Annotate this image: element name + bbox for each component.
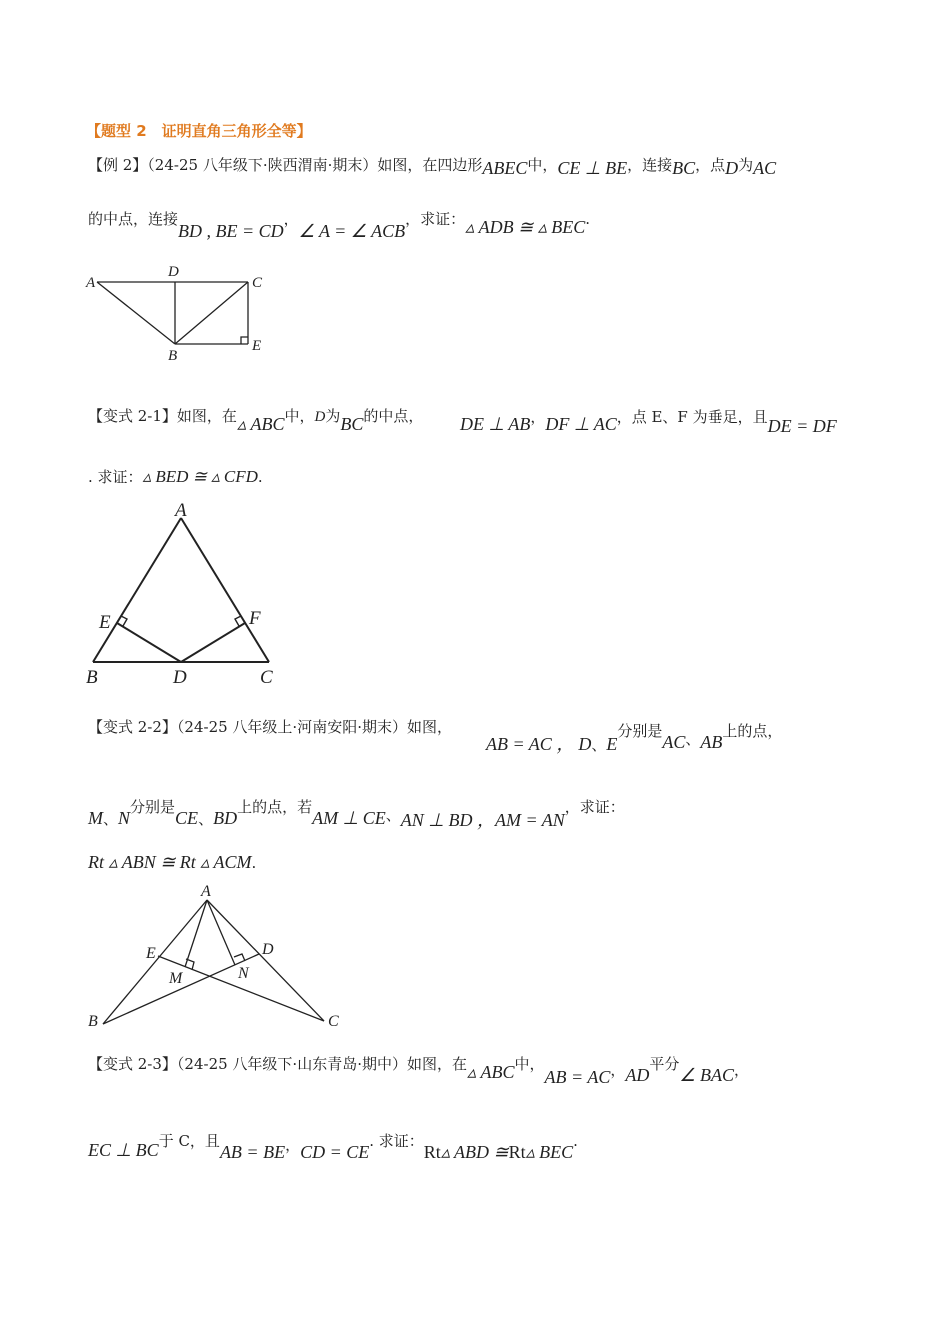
fig1-right-angle-mark — [241, 337, 248, 344]
v21-prefix: 【变式 2-1】如图，在 — [88, 407, 237, 425]
v22-ab: AB — [700, 732, 723, 752]
fig3-label-m: M — [169, 970, 183, 987]
v21-bc: BC — [340, 414, 364, 434]
fig3-label-a: A — [201, 883, 211, 900]
fig3-label-b: B — [88, 1013, 98, 1030]
fig1-label-a: A — [86, 275, 96, 291]
figure-2 — [80, 496, 300, 691]
v23-line2 — [88, 1130, 578, 1162]
v21-midpoint: 的中点， — [363, 407, 424, 425]
v21-period: . — [257, 468, 263, 486]
fig2-seg-ab — [93, 518, 181, 662]
fig2-seg-de — [117, 623, 181, 662]
ex2-prefix: 【例 2】（24-25 八年级下·陕西渭南·期末）如图，在四边形 — [88, 156, 483, 174]
ex2-ac: AC — [753, 158, 777, 178]
ex2-line1 — [88, 154, 777, 178]
fig1-seg-ab — [97, 282, 175, 344]
fig2-seg-df — [181, 623, 245, 662]
fig3-label-c: C — [328, 1013, 339, 1030]
v22-dun: 、 — [591, 736, 607, 754]
v22-bd: BD — [213, 808, 238, 828]
v22-fenbieshi2: 分别是 — [130, 798, 176, 816]
ex2-line2 — [88, 208, 591, 241]
v22-line1 — [88, 716, 452, 737]
v22-an-perp: AN ⊥ BD ， — [400, 810, 495, 830]
v22-dun5: 、 — [385, 806, 401, 824]
v23-ab-ac: AB = AC — [544, 1067, 611, 1087]
v21-wei: 为 — [325, 407, 341, 425]
ex2-period: . — [585, 210, 591, 228]
v21-feet: ，点 E、F 为垂足，且 — [616, 408, 768, 426]
section-title: 【题型 2 证明直角三角形全等】 — [86, 122, 312, 140]
ex2-zhong: 中， — [527, 156, 558, 174]
fig2-seg-ac — [181, 518, 269, 662]
fig2-label-d: D — [173, 667, 187, 688]
v22-line3 — [88, 852, 256, 873]
v22-n: N — [118, 808, 131, 828]
v23-ec-perp: EC ⊥ BC — [88, 1140, 159, 1160]
v21-l2-prefix: . 求证： — [88, 468, 143, 486]
v22-dun2: 、 — [685, 730, 701, 748]
v21-zhong: 中， — [284, 407, 315, 425]
figure-3 — [80, 880, 360, 1035]
v22-e: E — [606, 734, 618, 754]
v22-shangdedian: 上的点， — [722, 722, 783, 740]
fig2-label-a: A — [175, 500, 187, 521]
v23-period: . — [573, 1132, 578, 1150]
ex2-goal: ▵ ADB ≅ ▵ BEC — [465, 217, 586, 237]
fig2-label-e: E — [99, 612, 111, 633]
v23-yu: 于 C，且 — [158, 1132, 220, 1150]
v23-line1 — [88, 1053, 750, 1087]
v22-am-perp: AM ⊥ CE — [312, 808, 386, 828]
v22-line2 — [88, 792, 625, 830]
ex2-angle-cond: ∠ A = ∠ ACB — [298, 221, 406, 241]
fig3-seg-ab — [103, 900, 207, 1024]
ex2-quad: ABEC — [482, 158, 528, 178]
ex2-wei: 为 — [738, 156, 754, 174]
v21-d: D — [314, 409, 326, 425]
ex2-d: D — [725, 158, 739, 178]
v23-qiuzheng: . 求证： — [369, 1132, 424, 1150]
v23-comma2: ， — [734, 1061, 750, 1079]
ex2-bc: BC — [672, 158, 696, 178]
figure-1 — [80, 262, 280, 362]
v22-goal: Rt ▵ ABN ≅ Rt ▵ ACM — [88, 852, 252, 872]
fig2-right-angle-mark-f — [235, 616, 241, 626]
fig2-right-angle-mark-e — [121, 616, 127, 626]
v22-dun3: 、 — [103, 810, 119, 828]
v23-goal-rt2: Rt — [508, 1142, 526, 1162]
fig1-label-c: C — [252, 275, 263, 291]
v22-prefix: 【变式 2-2】（24-25 八年级上·河南安阳·期末）如图， — [88, 718, 452, 736]
v23-tri: ▵ ABC — [466, 1062, 515, 1082]
fig3-seg-ac — [207, 900, 324, 1021]
fig1-label-d: D — [168, 264, 179, 280]
fig2-label-f: F — [249, 608, 261, 629]
v21-tri: ▵ ABC — [236, 414, 285, 434]
v23-comma3: ， — [285, 1136, 301, 1154]
ex2-connect: ，连接 — [627, 156, 673, 174]
ex2-comma1: ， — [283, 210, 299, 228]
v23-ad: AD — [625, 1065, 650, 1085]
v22-fenbieshi: 分别是 — [617, 722, 663, 740]
fig3-label-e: E — [146, 945, 156, 962]
fig3-label-n: N — [238, 965, 249, 982]
v22-d: D — [578, 734, 592, 754]
v23-angle: ∠ BAC — [679, 1065, 735, 1085]
ex2-qiuzheng: ，求证： — [405, 210, 466, 228]
v22-ce: CE — [175, 808, 199, 828]
v22-dun4: 、 — [198, 810, 214, 828]
v21-goal: ▵ BED ≅ ▵ CFD — [142, 467, 258, 486]
v22-period: . — [251, 854, 257, 872]
v23-prefix: 【变式 2-3】（24-25 八年级下·山东青岛·期中）如图，在 — [88, 1055, 467, 1073]
fig1-label-e: E — [252, 338, 262, 354]
v22-am-an: AM = AN — [494, 810, 565, 830]
v23-cd-ce: CD = CE — [300, 1142, 370, 1162]
v22-ac: AC — [662, 732, 686, 752]
fig3-seg-an — [207, 900, 235, 965]
v21-line2 — [88, 466, 263, 487]
v22-m: M — [88, 808, 103, 828]
ex2-perp: CE ⊥ BE — [557, 158, 628, 178]
v22-line1b — [486, 716, 783, 754]
v21-line1 — [88, 405, 424, 434]
v21-line1b — [460, 408, 837, 436]
v21-comma: ， — [530, 408, 546, 426]
v22-shangdedian2: 上的点，若 — [237, 798, 313, 816]
v23-goal-b: ▵ BEC — [525, 1142, 574, 1162]
ex2-bd-cond: BD , BE = CD — [178, 221, 284, 241]
v23-comma: ， — [610, 1061, 626, 1079]
fig3-right-angle-mark-n — [234, 954, 245, 961]
fig3-label-d: D — [262, 941, 274, 958]
v21-df-perp: DF ⊥ AC — [545, 414, 617, 434]
fig3-seg-am — [185, 900, 207, 967]
fig1-label-b: B — [168, 348, 178, 364]
v23-goal-a: ▵ ABD ≅ — [440, 1142, 509, 1162]
fig2-label-b: B — [86, 667, 98, 688]
ex2-l2-prefix: 的中点，连接 — [88, 210, 179, 228]
v23-goal-rt1: Rt — [423, 1142, 441, 1162]
v23-ab-be: AB = BE — [219, 1142, 286, 1162]
v21-de-perp: DE ⊥ AB — [460, 414, 531, 434]
ex2-dian: ，点 — [695, 156, 726, 174]
v22-qiuzheng: ，求证： — [564, 798, 625, 816]
fig1-seg-bc — [175, 282, 248, 344]
fig2-label-c: C — [260, 667, 273, 688]
v21-eq: DE = DF — [767, 416, 837, 436]
v23-pingfen: 平分 — [649, 1055, 680, 1073]
v23-zhong: 中， — [514, 1055, 545, 1073]
v22-ab-ac: AB = AC ， — [486, 734, 575, 754]
